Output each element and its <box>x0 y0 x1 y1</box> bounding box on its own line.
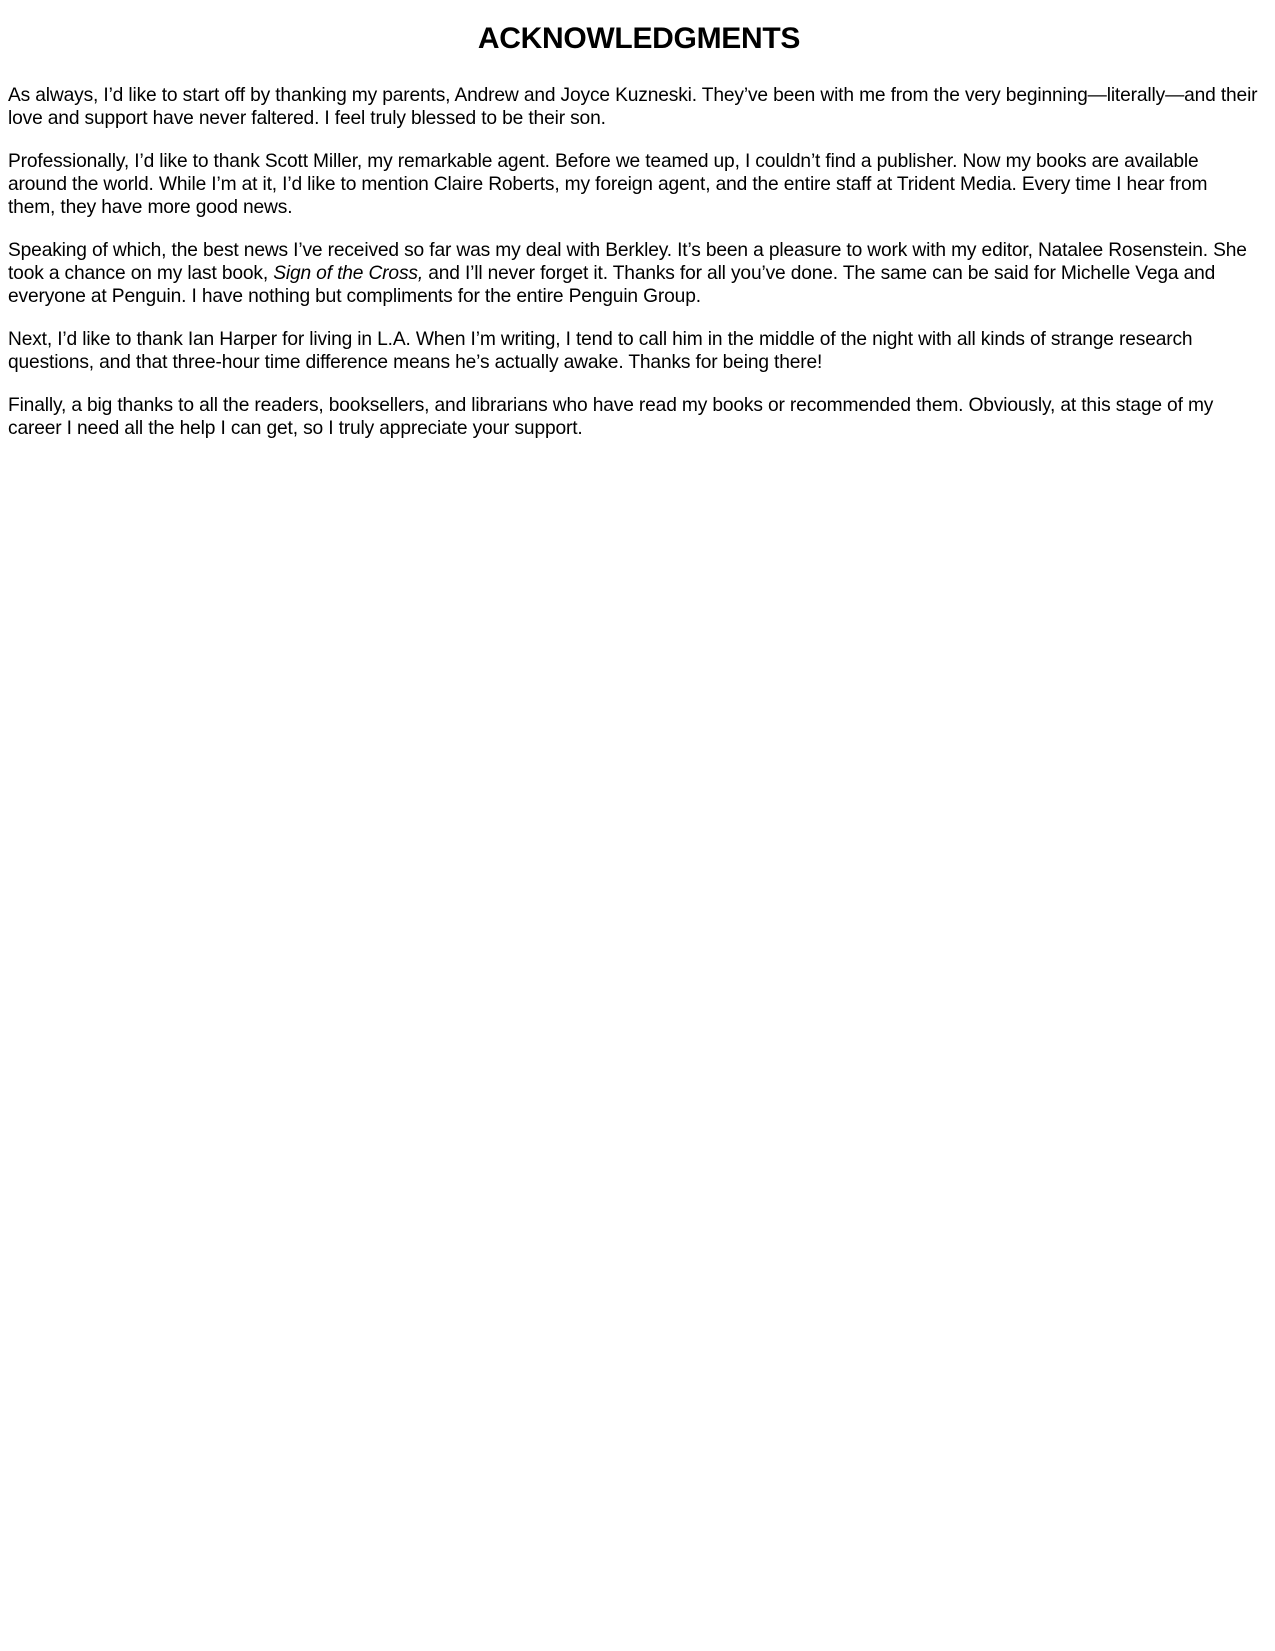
document-page <box>8 20 1258 460</box>
book-title-italic: Sign of the Cross, <box>273 263 424 284</box>
paragraph-research: Next, I’d like to thank Ian Harper for living in L.A. When I’m writing, I tend to call him in the middle of the night with all kinds of strange research questions, and that three-hour time difference means he’s actually awake. Thanks for being there! <box>8 329 1193 373</box>
paragraph-publisher-text-after: and I’ll never forget it. Thanks for all you’ve done. The same can be said for Michelle Vega and everyone at Penguin. I have nothing but compliments for the entire Penguin Group. <box>8 263 1216 307</box>
paragraph-agent: Professionally, I’d like to thank Scott Miller, my remarkable agent. Before we teamed up, I couldn’t find a publisher. Now my books are available around the world. While I’m at it, I’d like to mention Claire Roberts, my foreign agent, and the entire staff at Trident Media. Every time I hear from them, they have more good news. <box>8 151 1208 218</box>
page-title: ACKNOWLEDGMENTS <box>477 22 801 55</box>
paragraph-readers: Finally, a big thanks to all the readers, booksellers, and librarians who have read my books or recommended them. Obviously, at this stage of my career I need all the help I can get, so I truly appreciate your support. <box>8 395 1214 439</box>
paragraph-publisher-text-before: Speaking of which, the best news I’ve received so far was my deal with Berkley. It’s been a pleasure to work with my editor, Natalee Rosenstein. She took a chance on my last book, <box>8 240 1247 284</box>
paragraph-parents: As always, I’d like to start off by thanking my parents, Andrew and Joyce Kuzneski. They’ve been with me from the very beginning—literally—and their love and support have never faltered. I feel truly blessed to be their son. <box>8 85 1258 129</box>
paragraph-publisher <box>8 239 1258 308</box>
